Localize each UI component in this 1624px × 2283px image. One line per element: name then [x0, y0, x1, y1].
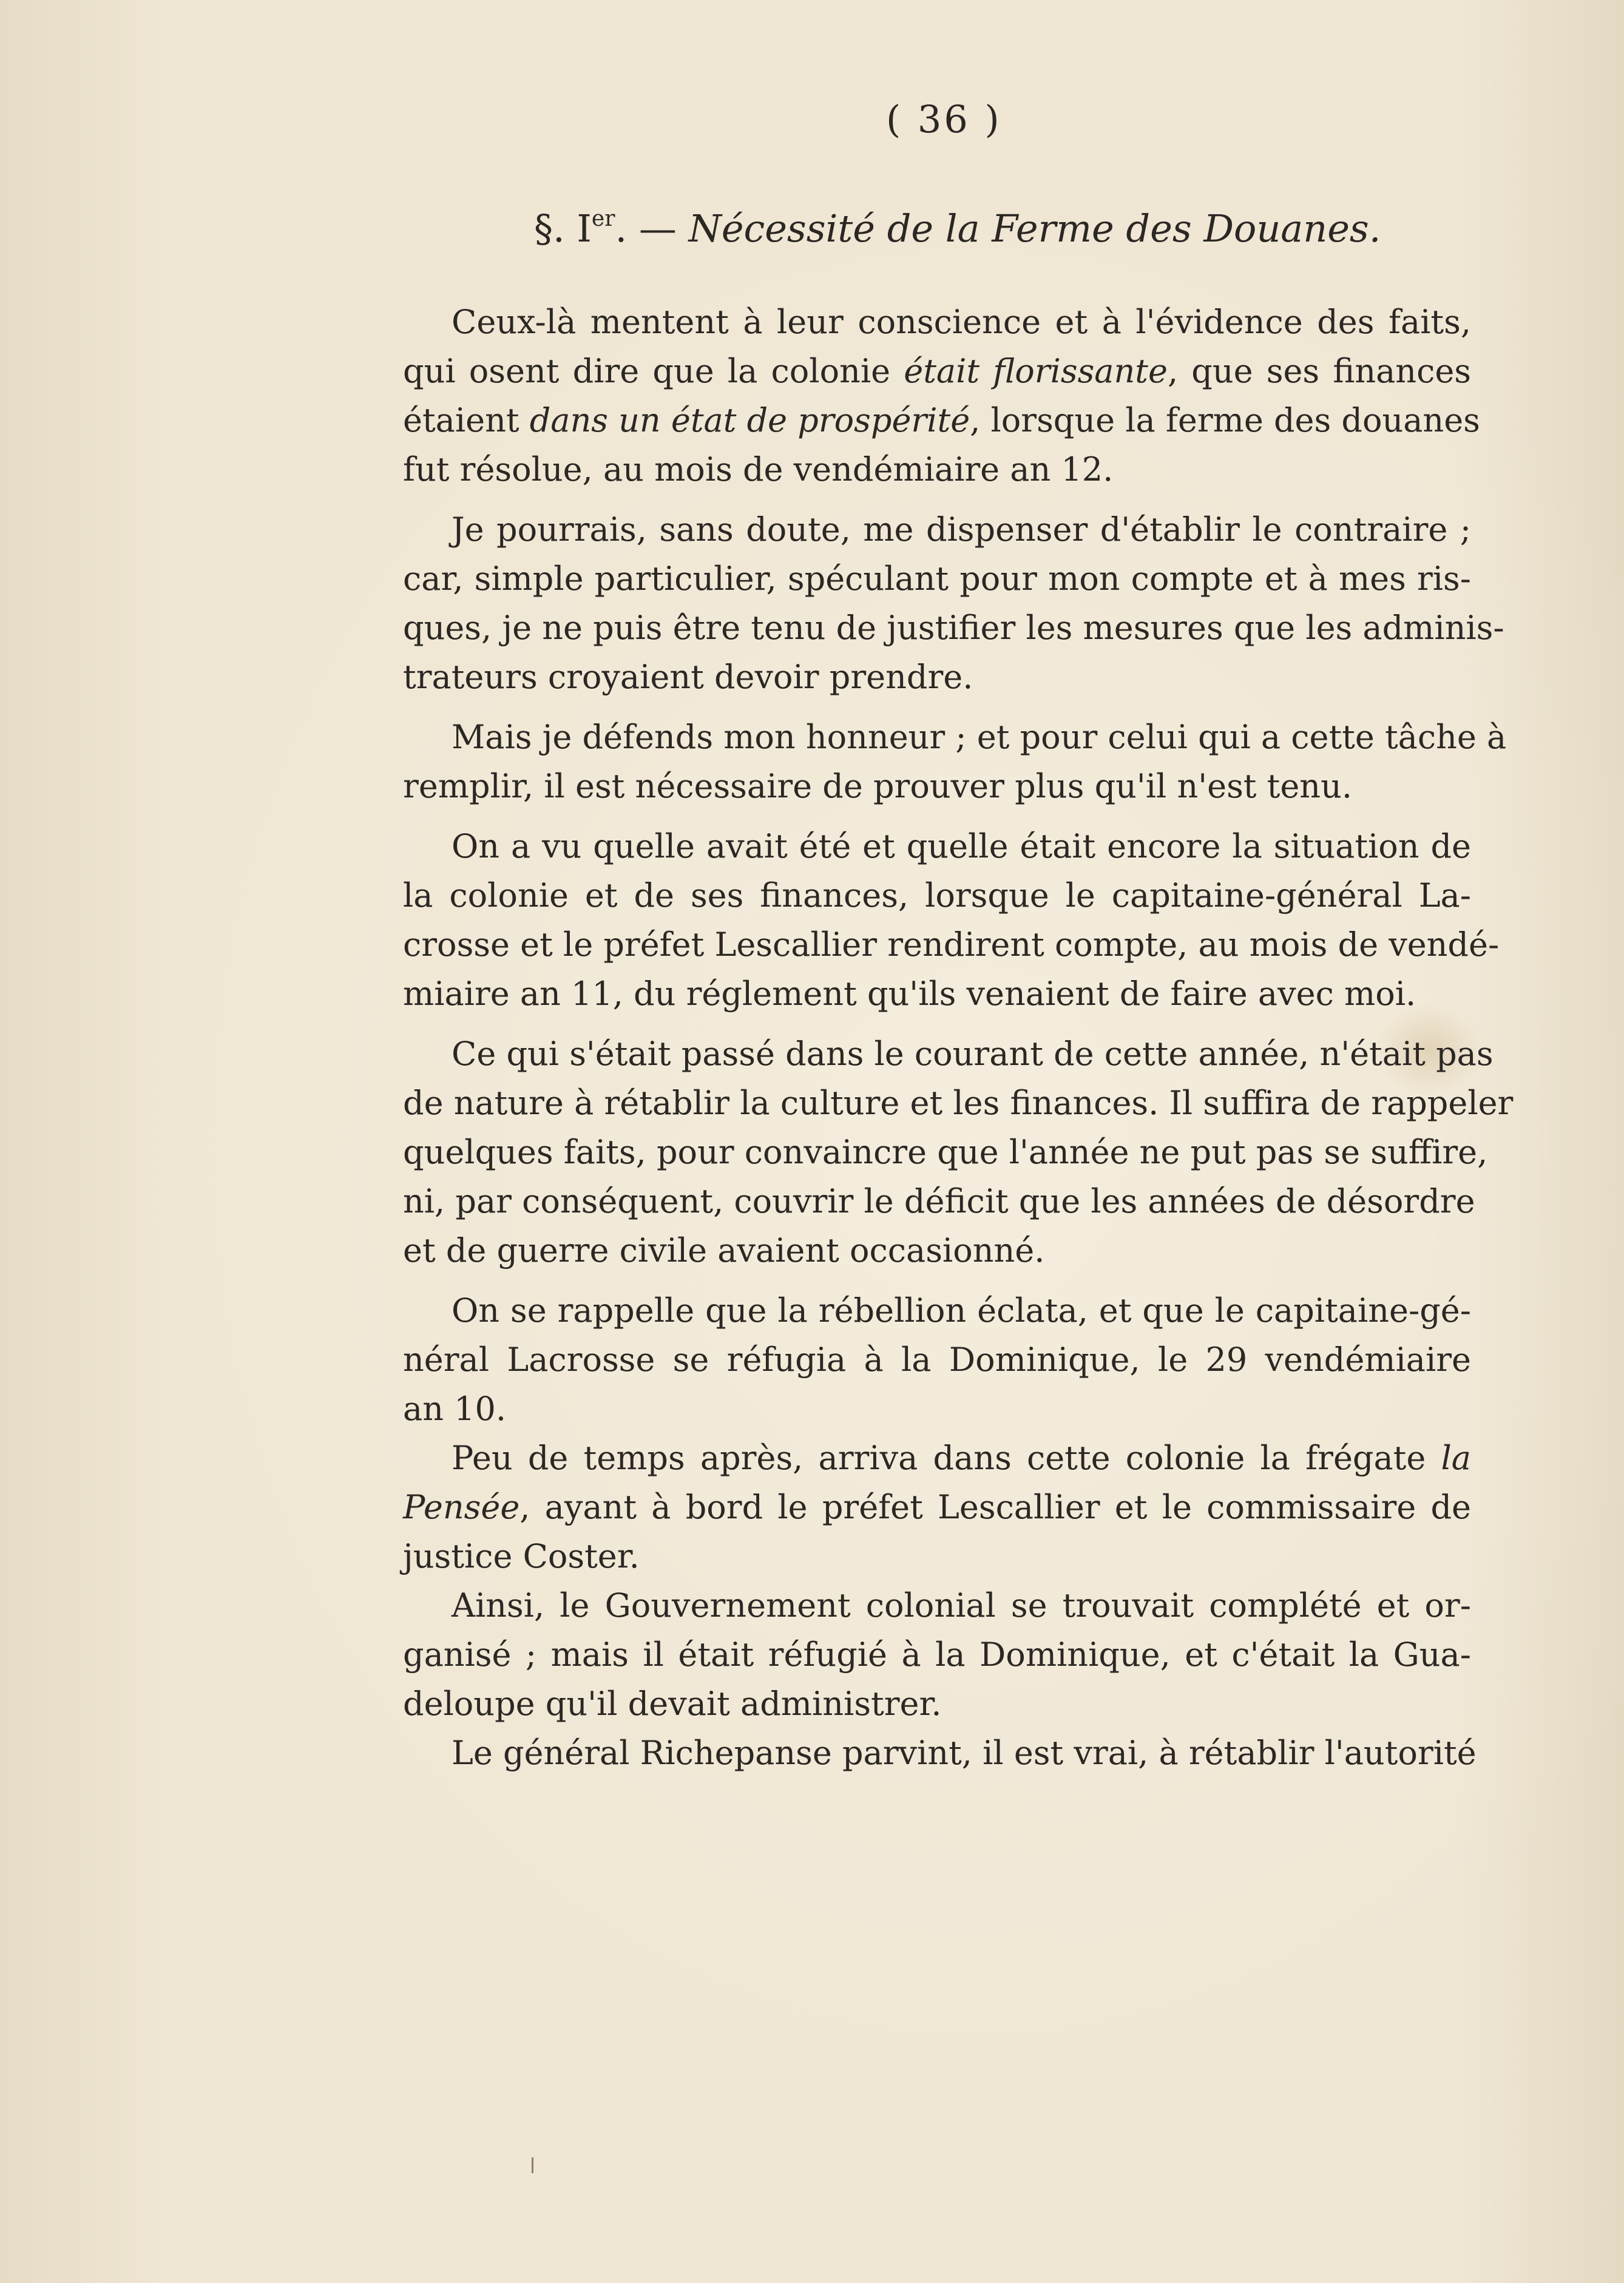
text-line: Je pourrais, sans doute, me dispenser d'établir le contraire ;	[452, 510, 1471, 549]
text-line: car, simple particulier, spéculant pour mon compte et à mes ris-	[403, 560, 1471, 598]
text-line: miaire an 11, du réglement qu'ils venaient de faire avec moi.	[403, 975, 1416, 1013]
text-line: deloupe qu'il devait administrer.	[403, 1685, 942, 1723]
text-line: Mais je défends mon honneur ; et pour celui qui a cette tâche à	[452, 718, 1507, 756]
text-line: remplir, il est nécessaire de prouver plus qu'il n'est tenu.	[403, 767, 1353, 805]
text-line: ni, par conséquent, couvrir le déficit que les années de désordre	[403, 1182, 1475, 1220]
text-line: crosse et le préfet Lescallier rendirent compte, au mois de vendé-	[403, 925, 1500, 964]
text-line: de nature à rétablir la culture et les finances. Il suffira de rappeler	[403, 1084, 1514, 1122]
text-line: quelques faits, pour convaincre que l'année ne put pas se suffire,	[403, 1133, 1488, 1171]
body-text	[403, 297, 1514, 1777]
text-line: an 10.	[403, 1390, 507, 1428]
ink-speck	[532, 2157, 533, 2173]
text-line: et de guerre civile avaient occasionné.	[403, 1231, 1045, 1270]
section-mark: §. I	[534, 206, 592, 251]
text-line: Ceux-là mentent à leur conscience et à l'évidence des faits,	[452, 303, 1471, 341]
text-line: Pensée, ayant à bord le préfet Lescallier et le commissaire de	[403, 1488, 1471, 1526]
text-line: néral Lacrosse se réfugia à la Dominique, le 29 vendémiaire	[403, 1341, 1471, 1379]
text-line: trateurs croyaient devoir prendre.	[403, 658, 973, 696]
section-dash: . —	[615, 206, 689, 251]
text-line: fut résolue, au mois de vendémiaire an 12.	[403, 450, 1114, 489]
page-number: ( 36 )	[886, 97, 1002, 141]
text-line: Ainsi, le Gouvernement colonial se trouvait complété et or-	[452, 1586, 1471, 1625]
text-line: justice Coster.	[403, 1537, 640, 1575]
section-ordinal-suffix: er	[591, 206, 615, 231]
text-line: Le général Richepanse parvint, il est vrai, à rétablir l'autorité	[452, 1734, 1477, 1772]
text-line: ganisé ; mais il était réfugié à la Dominique, et c'était la Gua-	[403, 1635, 1471, 1674]
text-line: On a vu quelle avait été et quelle était encore la situation de	[452, 827, 1471, 865]
section-heading	[534, 206, 1381, 251]
text-line: qui osent dire que la colonie était florissante, que ses finances	[403, 352, 1471, 390]
text-line: Peu de temps après, arriva dans cette colonie la frégate la	[452, 1439, 1471, 1477]
text-line: la colonie et de ses finances, lorsque le capitaine-général La-	[403, 876, 1471, 915]
text-line: étaient dans un état de prospérité, lorsque la ferme des douanes	[403, 401, 1480, 439]
section-title: Nécessité de la Ferme des Douanes.	[688, 206, 1381, 251]
text-line: Ce qui s'était passé dans le courant de cette année, n'était pas	[452, 1035, 1494, 1073]
text-line: On se rappelle que la rébellion éclata, et que le capitaine-gé-	[452, 1291, 1471, 1330]
text-line: ques, je ne puis être tenu de justifier les mesures que les adminis-	[403, 609, 1504, 647]
